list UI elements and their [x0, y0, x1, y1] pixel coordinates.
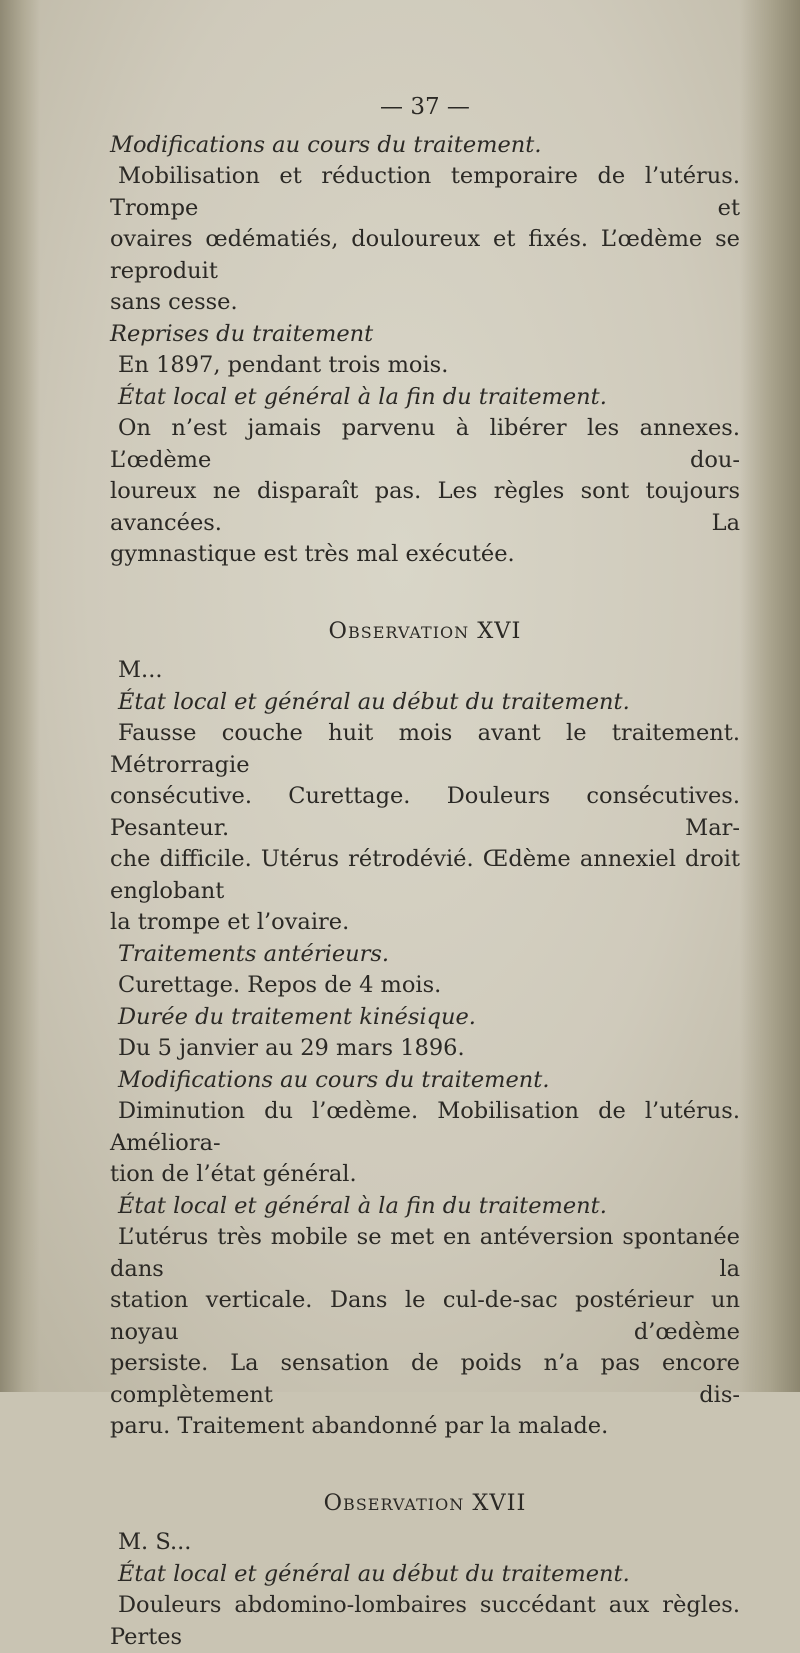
text-line: persiste. La sensation de poids n’a pas encore complètement dis-	[110, 1350, 740, 1408]
text-line: sans cesse.	[110, 289, 238, 315]
text-line: tion de l’état général.	[110, 1161, 357, 1187]
page-edge-shadow-right	[740, 0, 800, 1392]
text-line: loureux ne disparaît pas. Les règles sont toujours avancées. La	[110, 478, 740, 536]
text-line: Diminution du l’œdème. Mobilisation de l’utérus. Améliora-	[110, 1098, 740, 1156]
patient-name: M...	[118, 657, 163, 683]
text-line: En 1897, pendant trois mois.	[118, 352, 449, 378]
section-heading: Reprises du traitement	[110, 320, 374, 347]
section-heading: Modifications au cours du traitement.	[118, 1066, 550, 1093]
text-line: L’utérus très mobile se met en antéversion spontanée dans la	[110, 1224, 740, 1282]
section-heading: Traitements antérieurs.	[118, 940, 390, 967]
text-line: station verticale. Dans le cul-de-sac postérieur un noyau d’œdème	[110, 1287, 740, 1345]
text-line: Fausse couche huit mois avant le traitement. Métrorragie	[110, 720, 740, 778]
text-line: On n’est jamais parvenu à libérer les annexes. L’œdème dou-	[110, 415, 740, 473]
text-line: Mobilisation et réduction temporaire de l’utérus. Trompe et	[110, 163, 740, 221]
section-heading: Durée du traitement kinésique.	[118, 1003, 476, 1030]
section-heading: Modifications au cours du traitement.	[110, 131, 542, 158]
text-line: ovaires œdématiés, douloureux et fixés. L’œdème se reproduit	[110, 226, 740, 284]
text-line: che difficile. Utérus rétrodévié. Œdème annexiel droit englobant	[110, 846, 740, 904]
section-heading: État local et général au début du traitement.	[118, 1560, 630, 1587]
text-line: Douleurs abdomino-lombaires succédant aux règles. Pertes	[110, 1592, 740, 1650]
patient-name: M. S...	[118, 1529, 192, 1555]
text-line: la trompe et l’ovaire.	[110, 909, 350, 935]
page-number: — 37 —	[380, 94, 470, 120]
text-line: consécutive. Curettage. Douleurs consécutives. Pesanteur. Mar-	[110, 783, 740, 841]
section-heading: État local et général à la fin du traitement.	[118, 1192, 607, 1219]
page-text	[110, 92, 740, 1653]
page-edge-shadow-left	[0, 0, 40, 1392]
section-heading: État local et général à la fin du traitement.	[118, 383, 607, 410]
text-line: gymnastique est très mal exécutée.	[110, 541, 515, 567]
text-line: Du 5 janvier au 29 mars 1896.	[118, 1035, 465, 1061]
text-line: Curettage. Repos de 4 mois.	[118, 972, 442, 998]
observation-title: Observation XVI	[328, 617, 522, 644]
section-heading: État local et général au début du traitement.	[118, 688, 630, 715]
text-line: paru. Traitement abandonné par la malade.	[110, 1413, 609, 1439]
observation-title: Observation XVII	[323, 1489, 527, 1516]
